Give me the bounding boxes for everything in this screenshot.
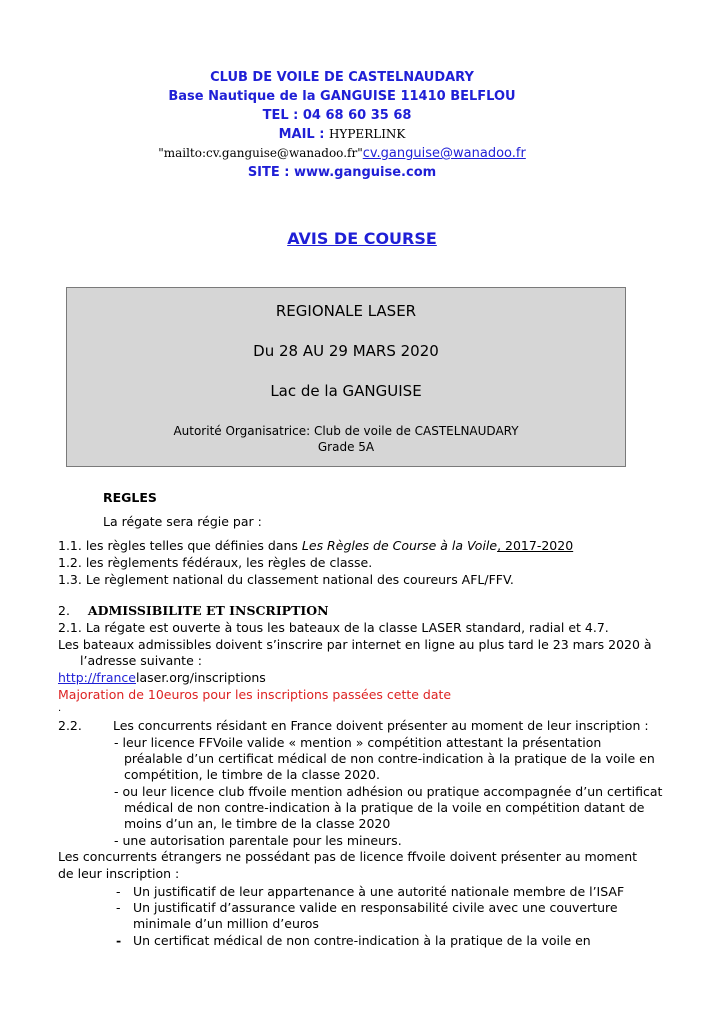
event-box [66, 287, 626, 467]
event-grade: Grade 5A [317, 440, 375, 454]
inscription-line-1: Les bateaux admissibles doivent s’inscrire par internet en ligne au plus tard le 23 mars 2020 à [58, 637, 652, 652]
section-2-heading [58, 603, 329, 619]
mail-hyperlink-text: HYPERLINK [328, 127, 406, 141]
foreign-bullet-2-line-1: Un justificatif d’assurance valide en responsabilité civile avec une couverture [133, 900, 618, 915]
event-location: Lac de la GANGUISE [270, 382, 422, 400]
section-2-number: 2. [58, 603, 70, 618]
inscription-url-rest: laser.org/inscriptions [135, 670, 266, 685]
event-name: REGIONALE LASER [275, 302, 417, 320]
section-2-title: ADMISSIBILITE ET INSCRIPTION [87, 603, 329, 618]
regle-1-3: 1.3. Le règlement national du classement national des coureurs AFL/FFV. [58, 572, 514, 587]
foreign-bullet-2-dash: - [116, 900, 121, 915]
event-dates: Du 28 AU 29 MARS 2020 [253, 342, 439, 360]
dot-separator: . [58, 703, 62, 714]
club-address: Base Nautique de la GANGUISE 11410 BELFLOU [168, 89, 516, 104]
mail-raw: "mailto:cv.ganguise@wanadoo.fr" [158, 146, 363, 160]
page-title: AVIS DE COURSE [287, 229, 437, 248]
foreign-bullet-3-dash: - [116, 933, 122, 948]
licence-bullet-line-2: préalable d’un certificat médical de non contre-indication à la pratique de la voile en [124, 751, 655, 766]
parental-authorization: - une autorisation parentale pour les mineurs. [114, 833, 402, 848]
regles-intro: La régate sera régie par : [103, 514, 262, 529]
foreign-bullet-1-dash: - [116, 884, 121, 899]
regle-1-1-text: 1.1. les règles telles que définies dans [58, 538, 302, 553]
mail-line [0, 125, 724, 144]
inscription-url [58, 670, 266, 686]
regle-1-1-italic: Les Règles de Course à la Voile [301, 538, 498, 553]
para-2-2-number: 2.2. [58, 718, 82, 733]
club-licence-line-1: - ou leur licence club ffvoile mention adhésion ou pratique accompagnée d’un certificat [114, 784, 663, 799]
club-site[interactable]: SITE : www.ganguise.com [247, 165, 437, 180]
mail-label: MAIL : [278, 127, 325, 142]
foreign-bullet-3: Un certificat médical de non contre-indication à la pratique de la voile en [133, 933, 591, 948]
licence-bullet-line-3: compétition, le timbre de la classe 2020. [124, 767, 380, 782]
foreign-line-2: de leur inscription : [58, 866, 180, 881]
regles-heading: REGLES [103, 490, 157, 505]
foreign-bullet-2-line-2: minimale d’un million d’euros [133, 916, 319, 931]
mail-address-line [0, 144, 724, 163]
club-phone: TEL : 04 68 60 35 68 [262, 108, 412, 123]
club-licence-line-2: médical de non contre-indication à la pratique de la voile en compétition datant de [124, 800, 645, 815]
foreign-line-1: Les concurrents étrangers ne possédant pas de licence ffvoile doivent présenter au moment [58, 849, 638, 864]
club-name: CLUB DE VOILE DE CASTELNAUDARY [210, 70, 474, 85]
regle-1-1 [58, 538, 573, 554]
mail-link[interactable]: cv.ganguise@wanadoo.fr [362, 146, 526, 161]
organizing-authority: Autorité Organisatrice: Club de voile de CASTELNAUDARY [173, 424, 519, 438]
club-header [0, 68, 724, 182]
licence-bullet-line-1: - leur licence FFVoile valide « mention » compétition attestant la présentation [114, 735, 602, 750]
regle-1-1-years: , 2017-2020 [497, 538, 574, 553]
para-2-2-text: Les concurrents résidant en France doivent présenter au moment de leur inscription : [113, 718, 649, 733]
majoration-note: Majoration de 10euros pour les inscriptions passées cette date [58, 687, 452, 702]
para-2-1: 2.1. La régate est ouverte à tous les bateaux de la classe LASER standard, radial et 4.7. [58, 620, 609, 635]
inscription-url-link[interactable]: http://france [58, 670, 136, 685]
inscription-line-2: l’adresse suivante : [80, 653, 202, 668]
regle-1-2: 1.2. les règlements fédéraux, les règles de classe. [58, 555, 373, 570]
club-licence-line-3: moins d’un an, le timbre de la classe 2020 [124, 816, 391, 831]
foreign-bullet-1: Un justificatif de leur appartenance à une autorité nationale membre de l’ISAF [133, 884, 625, 899]
